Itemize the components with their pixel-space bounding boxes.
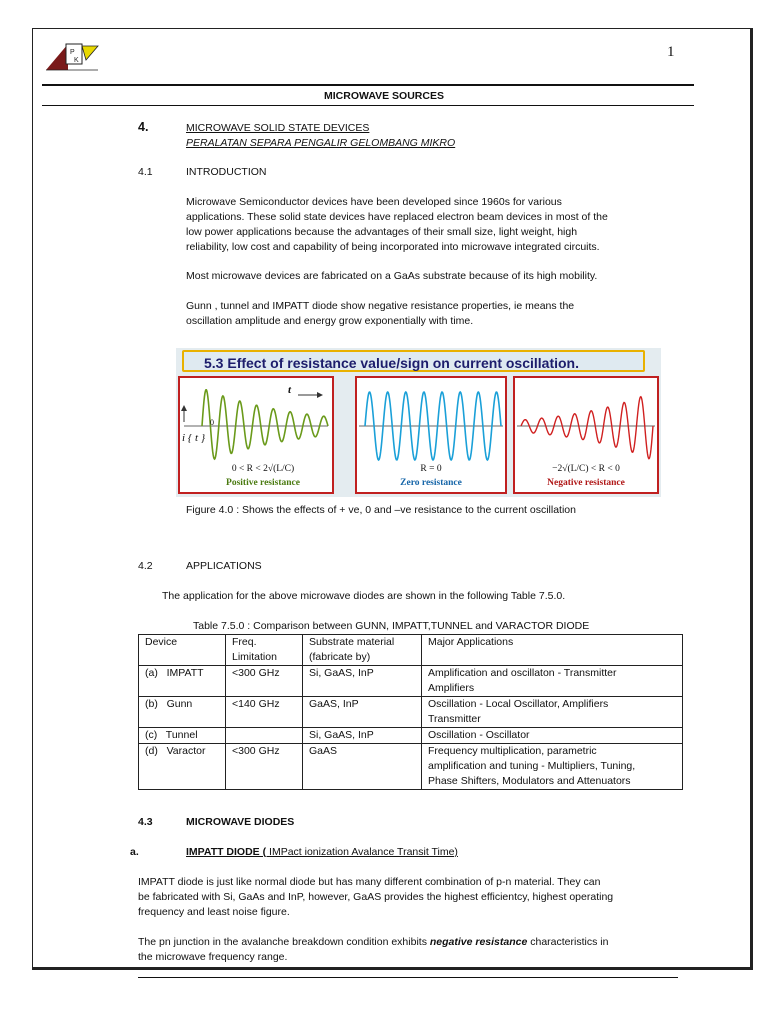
table-cell: GaAS	[303, 744, 422, 790]
section-4-3-number: 4.3	[138, 816, 153, 828]
section-4-subtitle: PERALATAN SEPARA PENGALIR GELOMBANG MIKRO	[186, 137, 456, 149]
intro-p1-line: reliability, low cost and capability of being incorporated into microwave integrated circuits.	[186, 241, 600, 253]
impatt-p1-line: be fabricated with Si, GaAs and InP, however, GaAS provides the highest efficientcy, highest operating	[138, 891, 614, 903]
panel-positive-resistance	[178, 376, 334, 494]
positive-condition: 0 < R < 2√(L/C)	[231, 464, 295, 474]
section-4-1-title: INTRODUCTION	[186, 166, 267, 178]
impatt-paragraph-1	[138, 875, 613, 920]
svg-text:K: K	[74, 57, 79, 64]
section-4-3-title: MICROWAVE DIODES	[186, 816, 295, 828]
negative-caption: Negative resistance	[547, 478, 625, 488]
table-caption: Table 7.5.0 : Comparison between GUNN, IMPATT,TUNNEL and VARACTOR DIODE	[193, 620, 590, 632]
i-axis-label: i { t }	[182, 432, 206, 444]
positive-wave	[202, 390, 328, 459]
table-row	[139, 744, 683, 790]
zero-caption: Zero resistance	[400, 478, 462, 488]
figure-resistance-oscillation	[176, 348, 661, 497]
section-4-2-number: 4.2	[138, 560, 153, 572]
intro-paragraph-1	[186, 195, 608, 255]
footer-rule	[138, 977, 678, 978]
zero-wave-plot	[357, 378, 505, 492]
table-row	[139, 728, 683, 744]
t-axis-label: t	[288, 384, 292, 396]
table-cell: (c) Tunnel	[139, 728, 226, 744]
table-header-cell	[139, 635, 226, 666]
impatt-p1-line: IMPATT diode is just like normal diode but has many different combination of p-n material. They can	[138, 876, 601, 888]
impatt-p2-line-2: the microwave frequency range.	[138, 951, 288, 963]
zero-tick-label: 0	[210, 418, 214, 427]
impatt-p1-line: frequency and least noise figure.	[138, 906, 290, 918]
table-cell: Si, GaAS, InP	[303, 666, 422, 697]
table-cell: GaAS, InP	[303, 697, 422, 728]
header-rule-bottom	[42, 105, 694, 106]
applications-paragraph: The application for the above microwave diodes are shown in the following Table 7.5.0.	[162, 590, 566, 602]
negative-wave	[521, 397, 653, 459]
header-substrate: Substrate material (fabricate by)	[309, 636, 395, 663]
header-device: Device	[145, 636, 178, 648]
table-cell: (b) Gunn	[139, 697, 226, 728]
table-cell: <300 GHz	[226, 666, 303, 697]
impatt-heading-bold: IMPATT DIODE (	[186, 846, 270, 858]
header-freq: Freq. Limitation	[232, 636, 277, 663]
intro-paragraph-2: Most microwave devices are fabricated on a GaAs substrate because of its high mobility.	[186, 270, 598, 282]
table-header-cell	[226, 635, 303, 666]
table-cell: Frequency multiplication, parametric amplification and tuning - Multipliers, Tuning, Phase Shifters, Modulators and Attenuators	[422, 744, 683, 790]
table-row	[139, 697, 683, 728]
impatt-p2-text-c: characteristics in	[527, 936, 609, 948]
table-cell: Amplification and oscillaton - Transmitter Amplifiers	[422, 666, 683, 697]
figure-caption: Figure 4.0 : Shows the effects of + ve, 0 and –ve resistance to the current oscillation	[186, 504, 576, 516]
impatt-paragraph-2	[138, 935, 608, 965]
table-cell: <140 GHz	[226, 697, 303, 728]
panel-negative-resistance	[513, 376, 659, 494]
figure-title: 5.3 Effect of resistance value/sign on current oscillation.	[182, 350, 645, 372]
section-4-number: 4.	[138, 120, 149, 134]
table-cell: <300 GHz	[226, 744, 303, 790]
header-applications: Major Applications	[428, 636, 514, 648]
table-row	[139, 666, 683, 697]
page-number: 1	[667, 44, 675, 60]
negative-wave-plot	[515, 378, 657, 492]
negative-condition: −2√(L/C) < R < 0	[552, 464, 620, 474]
table-cell: Oscillation - Local Oscillator, Amplifiers Transmitter	[422, 697, 683, 728]
section-4-title: MICROWAVE SOLID STATE DEVICES	[186, 122, 370, 134]
header-title: MICROWAVE SOURCES	[324, 90, 444, 102]
section-4-1-number: 4.1	[138, 166, 153, 178]
table-header-cell	[303, 635, 422, 666]
comparison-table	[138, 634, 683, 790]
intro-p1-line: applications. These solid state devices have replaced electron beam devices in most of the	[186, 211, 608, 223]
zero-condition: R = 0	[420, 464, 442, 474]
impatt-heading-rest: IMPact ionization Avalance Transit Time)	[269, 846, 458, 858]
table-cell	[226, 728, 303, 744]
table-cell: (a) IMPATT	[139, 666, 226, 697]
impatt-p2-text-a: The pn junction in the avalanche breakdown condition exhibits	[138, 936, 430, 948]
panel-zero-resistance	[355, 376, 507, 494]
table-cell: (d) Varactor	[139, 744, 226, 790]
header-rule-top	[42, 84, 694, 86]
intro-p1-line: low power applications because the advantages of their small size, light weight, high	[186, 226, 578, 238]
svg-text:P: P	[70, 49, 75, 56]
institution-logo	[46, 42, 102, 74]
table-cell: Oscillation - Oscillator	[422, 728, 683, 744]
impatt-p2-emphasis: negative resistance	[429, 936, 528, 948]
intro-p3-line: oscillation amplitude and energy grow exponentially with time.	[186, 315, 474, 327]
impatt-heading	[186, 845, 458, 860]
section-4-2-title: APPLICATIONS	[186, 560, 262, 572]
intro-p3-line: Gunn , tunnel and IMPATT diode show negative resistance properties, ie means the	[186, 300, 575, 312]
impatt-p2-line-1	[138, 935, 608, 950]
table-cell: Si, GaAS, InP	[303, 728, 422, 744]
intro-p1-line: Microwave Semiconductor devices have been developed since 1960s for various	[186, 196, 562, 208]
intro-paragraph-3	[186, 299, 574, 329]
positive-caption: Positive resistance	[226, 478, 300, 488]
subsection-a-label: a.	[130, 846, 139, 858]
table-header-row	[139, 635, 683, 666]
table-header-cell	[422, 635, 683, 666]
